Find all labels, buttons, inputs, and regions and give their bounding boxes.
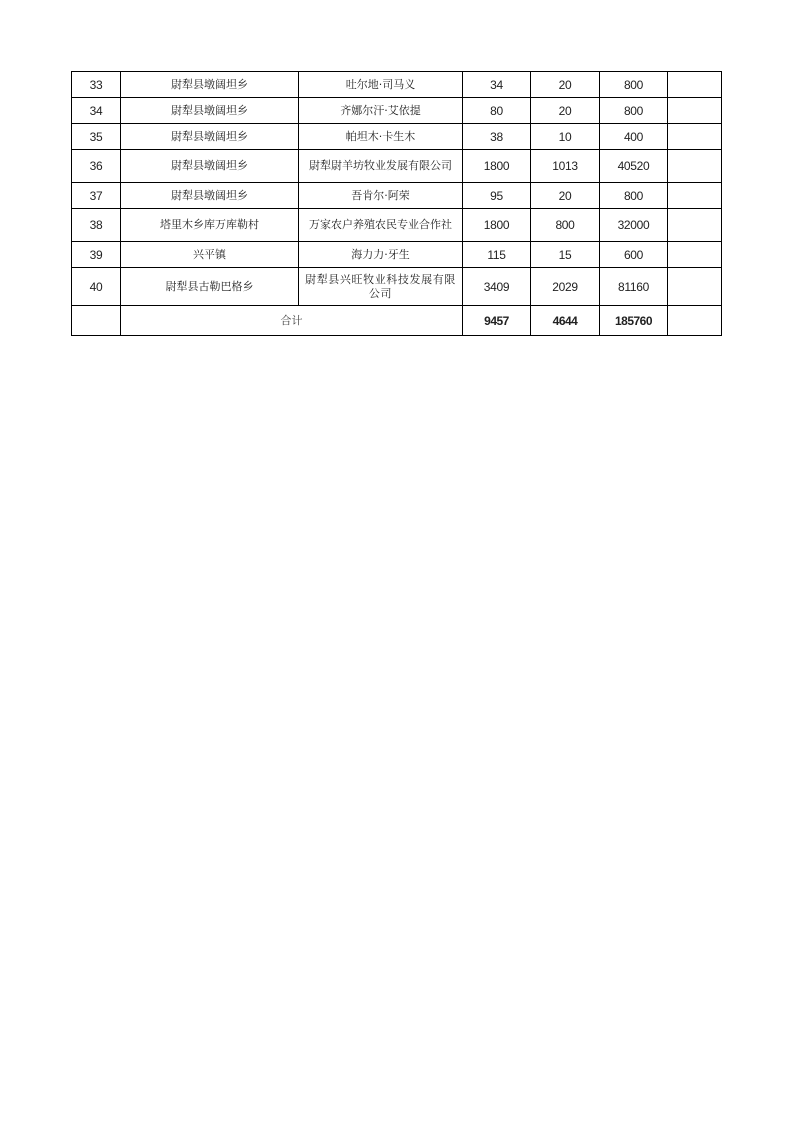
row-number: 35 [72, 124, 121, 150]
name-cell: 吾肯尔·阿荣 [299, 183, 463, 209]
value-2-cell: 10 [531, 124, 600, 150]
table-row [72, 268, 722, 306]
total-note-cell [668, 306, 722, 336]
note-cell [668, 72, 722, 98]
name-cell: 尉犁尉羊坊牧业发展有限公司 [299, 150, 463, 183]
value-2-cell: 20 [531, 72, 600, 98]
total-label: 合计 [121, 306, 463, 336]
name-cell: 齐娜尔汗·艾依提 [299, 98, 463, 124]
note-cell [668, 98, 722, 124]
note-cell [668, 183, 722, 209]
value-2-cell: 1013 [531, 150, 600, 183]
value-1-cell: 1800 [463, 150, 531, 183]
location-cell: 尉犁县墩阔坦乡 [121, 124, 299, 150]
value-2-cell: 800 [531, 209, 600, 242]
name-line-1: 尉犁县兴旺牧业科技发展有限 [305, 272, 456, 286]
value-1-cell: 1800 [463, 209, 531, 242]
table-row [72, 209, 722, 242]
table-row [72, 242, 722, 268]
location-cell: 尉犁县墩阔坦乡 [121, 72, 299, 98]
value-1-cell: 34 [463, 72, 531, 98]
table-row [72, 183, 722, 209]
table-row [72, 98, 722, 124]
name-cell: 海力力·牙生 [299, 242, 463, 268]
value-3-cell: 400 [600, 124, 668, 150]
row-number: 40 [72, 268, 121, 306]
location-cell: 尉犁县墩阔坦乡 [121, 150, 299, 183]
note-cell [668, 209, 722, 242]
table-row [72, 72, 722, 98]
name-cell: 吐尔地·司马义 [299, 72, 463, 98]
table-row [72, 124, 722, 150]
note-cell [668, 124, 722, 150]
note-cell [668, 242, 722, 268]
value-1-cell: 38 [463, 124, 531, 150]
row-number: 36 [72, 150, 121, 183]
location-cell: 塔里木乡库万库勒村 [121, 209, 299, 242]
total-empty-cell [72, 306, 121, 336]
name-cell [299, 268, 463, 306]
value-3-cell: 40520 [600, 150, 668, 183]
name-cell: 万家农户养殖农民专业合作社 [299, 209, 463, 242]
value-1-cell: 3409 [463, 268, 531, 306]
location-cell: 兴平镇 [121, 242, 299, 268]
location-cell: 尉犁县墩阔坦乡 [121, 98, 299, 124]
location-cell: 尉犁县墩阔坦乡 [121, 183, 299, 209]
value-2-cell: 15 [531, 242, 600, 268]
value-1-cell: 95 [463, 183, 531, 209]
row-number: 39 [72, 242, 121, 268]
name-line-2: 公司 [368, 286, 393, 300]
value-1-cell: 115 [463, 242, 531, 268]
value-2-cell: 20 [531, 183, 600, 209]
value-3-cell: 800 [600, 72, 668, 98]
value-3-cell: 800 [600, 98, 668, 124]
value-3-cell: 32000 [600, 209, 668, 242]
row-number: 34 [72, 98, 121, 124]
value-1-cell: 80 [463, 98, 531, 124]
location-cell: 尉犁县古勒巴格乡 [121, 268, 299, 306]
note-cell [668, 150, 722, 183]
total-value-2: 4644 [531, 306, 600, 336]
note-cell [668, 268, 722, 306]
value-2-cell: 20 [531, 98, 600, 124]
value-3-cell: 800 [600, 183, 668, 209]
value-3-cell: 600 [600, 242, 668, 268]
row-number: 33 [72, 72, 121, 98]
row-number: 38 [72, 209, 121, 242]
total-value-3: 185760 [600, 306, 668, 336]
name-cell: 帕坦木·卡生木 [299, 124, 463, 150]
subsidy-table [71, 71, 722, 336]
table-row [72, 150, 722, 183]
value-3-cell: 81160 [600, 268, 668, 306]
total-row [72, 306, 722, 336]
value-2-cell: 2029 [531, 268, 600, 306]
row-number: 37 [72, 183, 121, 209]
total-value-1: 9457 [463, 306, 531, 336]
